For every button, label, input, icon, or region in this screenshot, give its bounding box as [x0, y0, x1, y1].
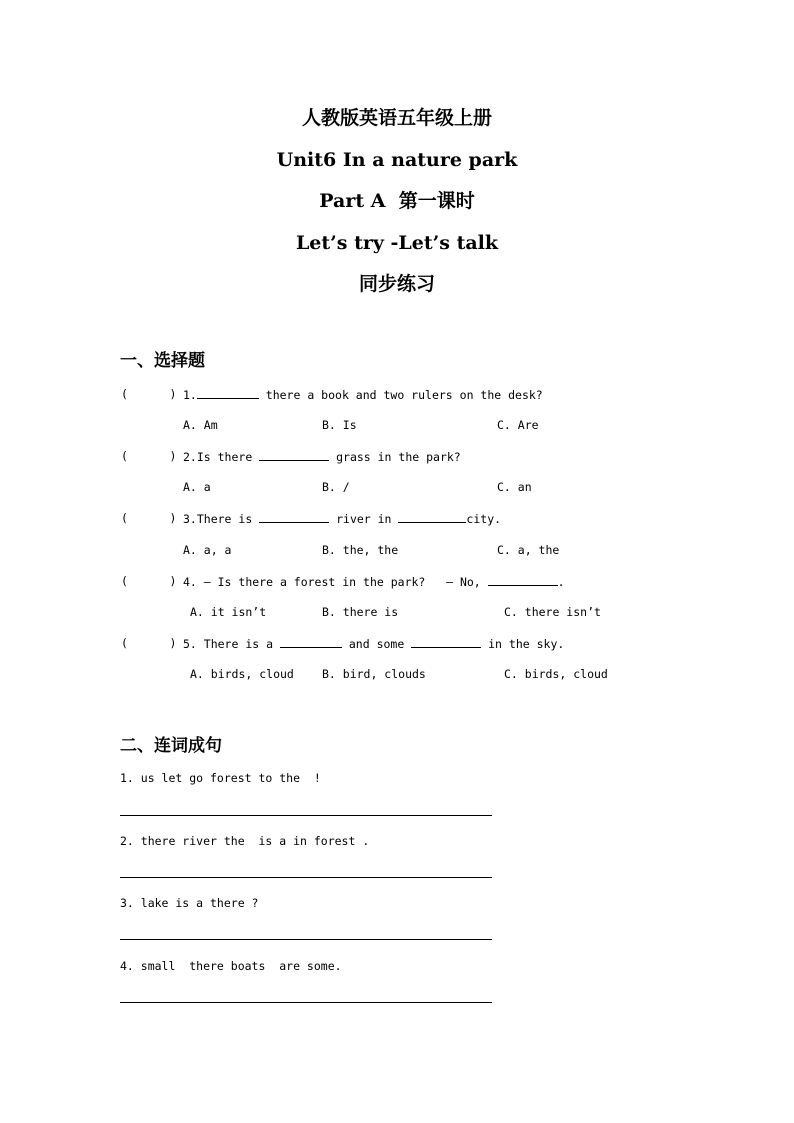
- option-a: A. a: [183, 480, 211, 494]
- fill-blank: [259, 510, 329, 523]
- answer-paren-4: ( ): [121, 574, 177, 588]
- question-1: [183, 386, 543, 403]
- option-c: C. an: [497, 480, 532, 494]
- question-text: there a book and two rulers on the desk?: [258, 388, 543, 402]
- option-c: C. a, the: [497, 543, 560, 557]
- fill-blank: [197, 386, 259, 399]
- question-number: 1.: [183, 388, 197, 402]
- option-a: A. a, a: [183, 543, 232, 557]
- option-b: B. Is: [322, 418, 357, 432]
- option-a: A. it isn’t: [190, 605, 267, 619]
- option-b: B. the, the: [322, 543, 399, 557]
- title-unit: Unit6 In a nature park: [276, 148, 518, 171]
- option-b: B. /: [322, 480, 350, 494]
- question-text: and some: [341, 637, 412, 651]
- question-5: [183, 635, 564, 652]
- question-number: 2.: [183, 450, 197, 464]
- question-3: [183, 510, 501, 527]
- question-text: – Is there a forest in the park? – No,: [196, 575, 488, 589]
- answer-paren-3: ( ): [121, 511, 177, 525]
- question-text: There is: [196, 512, 260, 526]
- fill-blank: [398, 510, 466, 523]
- title-textbook: 人教版英语五年级上册: [301, 107, 492, 129]
- section-heading-ordering: 二、连词成句: [120, 736, 222, 756]
- fill-blank: [488, 573, 558, 586]
- title-part: Part A 第一课时: [319, 190, 475, 212]
- question-number: 3.: [183, 512, 197, 526]
- question-number: 5.: [183, 637, 197, 651]
- fill-blank: [280, 635, 342, 648]
- option-a: A. Am: [183, 418, 218, 432]
- answer-paren-5: ( ): [121, 636, 177, 650]
- section-heading-choice: 一、选择题: [120, 351, 205, 371]
- fill-blank: [411, 635, 481, 648]
- question-2: [183, 448, 461, 465]
- ordering-item-1: 1. us let go forest to the !: [120, 771, 321, 785]
- question-text: Is there: [196, 450, 260, 464]
- option-a: A. birds, cloud: [190, 667, 294, 681]
- answer-paren-2: ( ): [121, 449, 177, 463]
- question-text: in the sky.: [481, 637, 565, 651]
- title-exercise: 同步练习: [358, 273, 435, 295]
- question-text: There is a: [196, 637, 280, 651]
- answer-line-4[interactable]: [120, 1002, 492, 1003]
- question-4: [183, 573, 565, 590]
- option-c: C. there isn’t: [504, 605, 601, 619]
- document-title: [0, 102, 794, 310]
- answer-line-3[interactable]: [120, 939, 492, 940]
- question-text: .: [557, 575, 565, 589]
- ordering-item-2: 2. there river the is a in forest .: [120, 834, 370, 848]
- fill-blank: [259, 448, 329, 461]
- option-b: B. bird, clouds: [322, 667, 426, 681]
- option-c: C. birds, cloud: [504, 667, 608, 681]
- option-c: C. Are: [497, 418, 539, 432]
- question-number: 4.: [183, 575, 197, 589]
- question-text: river in: [329, 512, 399, 526]
- answer-paren-1: ( ): [121, 387, 177, 401]
- question-text: grass in the park?: [329, 450, 461, 464]
- answer-line-1[interactable]: [120, 815, 492, 816]
- option-b: B. there is: [322, 605, 399, 619]
- title-lesson: Let’s try -Let’s talk: [295, 231, 499, 254]
- ordering-item-3: 3. lake is a there ?: [120, 896, 259, 910]
- answer-line-2[interactable]: [120, 877, 492, 878]
- question-text: city.: [466, 512, 502, 526]
- ordering-item-4: 4. small there boats are some.: [120, 959, 342, 973]
